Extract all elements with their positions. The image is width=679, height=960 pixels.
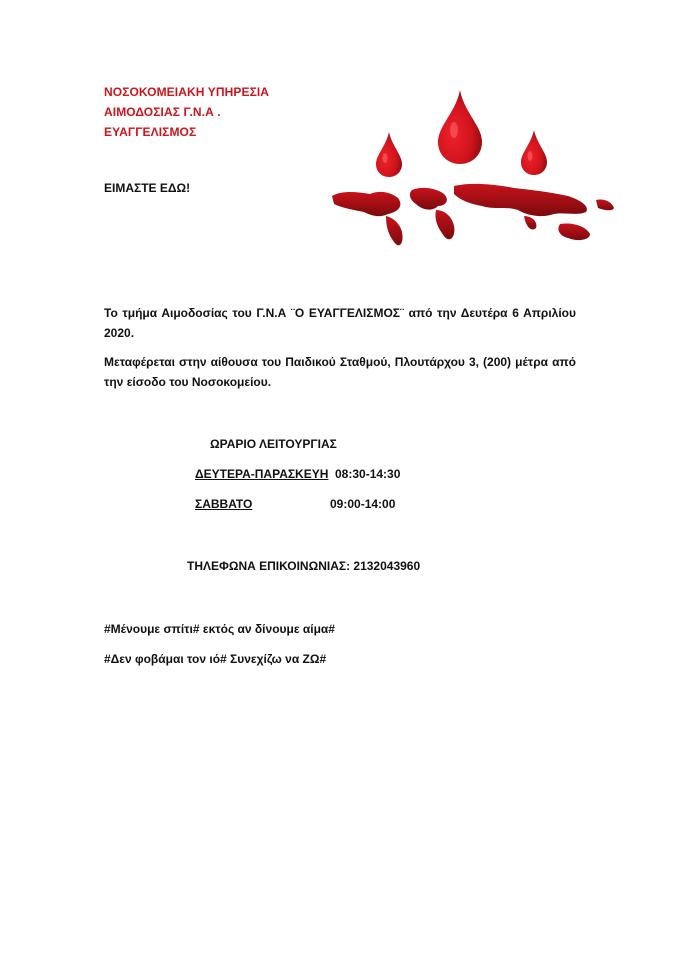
hashtag-line-1: #Μένουμε σπίτι# εκτός αν δίνουμε αίμα#	[104, 622, 335, 636]
hours-time: 08:30-14:30	[335, 467, 401, 481]
paragraph-relocation-address: Μεταφέρεται στην αίθουσα του Παιδικού Σταθμού, Πλουτάρχου 3, (200) μέτρα από την είσοδο του Νοσοκομείου.	[104, 355, 576, 389]
header-line-1: ΝΟΣΟΚΟΜΕΙΑΚΗ ΥΠΗΡΕΣΙΑ	[104, 85, 270, 99]
header-line-3: ΕΥΑΓΓΕΛΙΣΜΟΣ	[104, 125, 197, 139]
drop-center	[438, 90, 482, 164]
header-line-2: ΑΙΜΟΔΟΣΙΑΣ Γ.Ν.Α .	[104, 105, 221, 119]
contact-phone: ΤΗΛΕΦΩΝΑ ΕΠΙΚΟΙΝΩΝΙΑΣ: 2132043960	[187, 559, 421, 573]
hours-day: ΣΑΒΒΑΤΟ	[195, 497, 253, 511]
world-map	[332, 184, 614, 245]
header-title	[104, 82, 304, 142]
hours-row-saturday	[195, 497, 396, 511]
paragraph-relocation-date: Το τμήμα Αιμοδοσίας του Γ.Ν.Α ¨Ο ΕΥΑΓΓΕΛΙΣΜΟΣ¨ από την Δευτέρα 6 Απριλίου 2020.	[104, 306, 576, 340]
hours-row-weekdays	[195, 467, 401, 481]
hours-time: 09:00-14:00	[330, 497, 396, 511]
drop-left	[376, 132, 402, 177]
blood-drops-world-map-icon	[328, 60, 624, 270]
hours-title: ΩΡΑΡΙΟ ΛΕΙΤΟΥΡΓΙΑΣ	[210, 437, 337, 451]
drop-right	[521, 130, 547, 175]
hours-day: ΔΕΥΤΕΡΑ-ΠΑΡΑΣΚΕΥΗ	[195, 467, 329, 481]
tagline: ΕΙΜΑΣΤΕ ΕΔΩ!	[104, 181, 191, 195]
hashtag-line-2: #Δεν φοβάμαι τον ιό# Συνεχίζω να ΖΩ#	[104, 652, 327, 666]
